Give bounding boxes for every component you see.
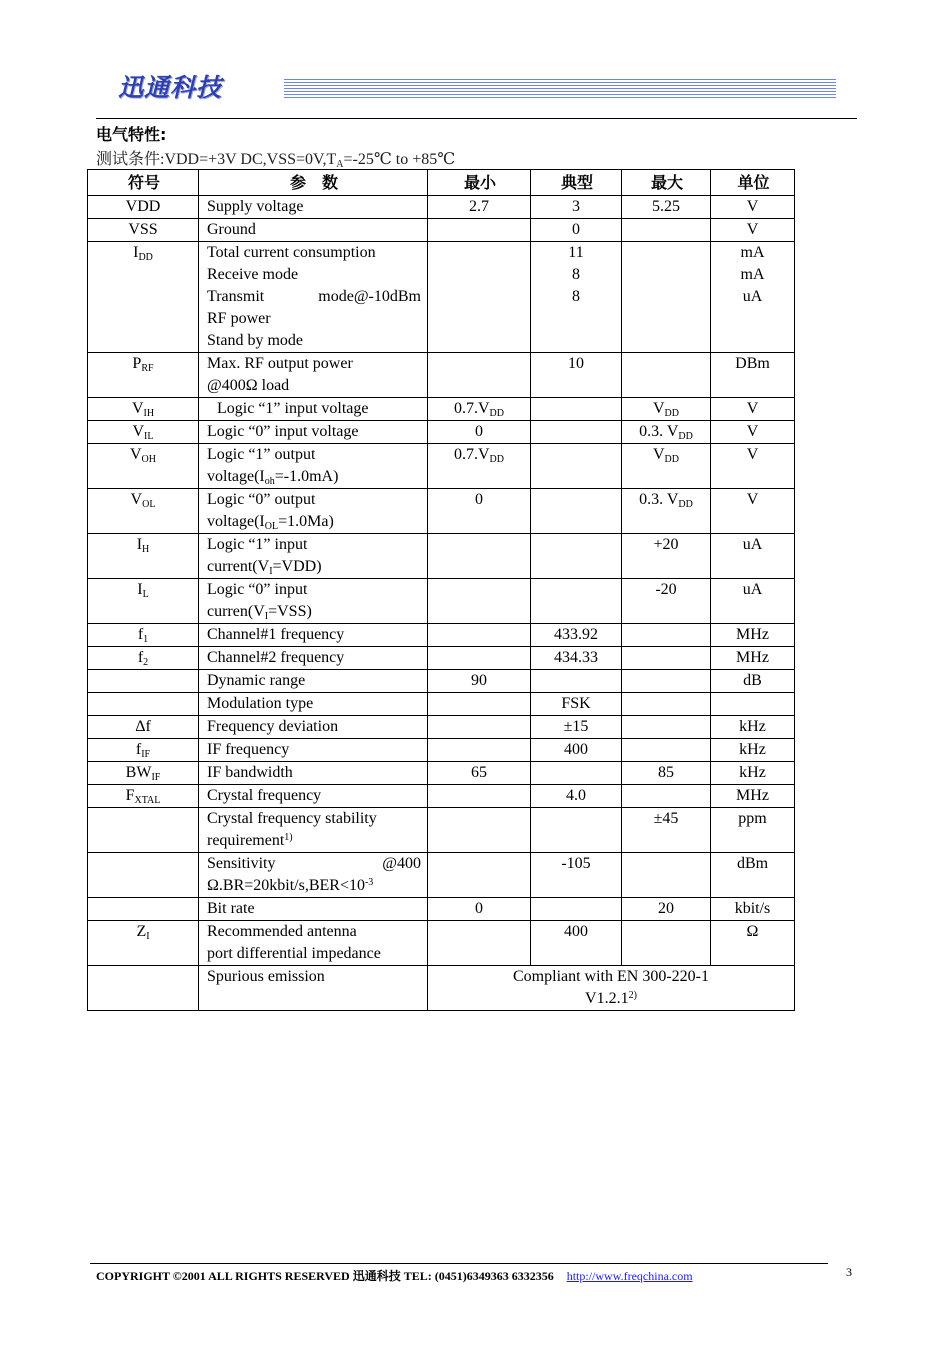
unit-cell: uA: [711, 579, 795, 624]
unit-cell: kHz: [711, 739, 795, 762]
typ-cell: 0: [531, 219, 622, 242]
max-cell: 0.3. $V_{DD}$: [622, 489, 711, 534]
symbol-cell: $f_2$: [88, 647, 199, 670]
param-cell: Modulation type: [199, 693, 428, 716]
table-row: [88, 398, 795, 421]
unit-cell: uA: [711, 534, 795, 579]
max-cell: 85: [622, 762, 711, 785]
typ-cell: 400: [531, 739, 622, 762]
symbol-cell: $I_H$: [88, 534, 199, 579]
min-cell: [428, 921, 531, 966]
max-cell: 20: [622, 898, 711, 921]
table-row: [88, 670, 795, 693]
page-header: [118, 66, 838, 106]
table-row: [88, 353, 795, 398]
param-cell: Channel#1 frequency: [199, 624, 428, 647]
max-cell: [622, 647, 711, 670]
unit-cell: V: [711, 421, 795, 444]
param-cell: Logic “0” input voltage: [199, 421, 428, 444]
symbol-cell: $F_{XTAL}$: [88, 785, 199, 808]
min-cell: [428, 534, 531, 579]
typ-cell: [531, 534, 622, 579]
unit-cell: Ω: [711, 921, 795, 966]
max-cell: [622, 219, 711, 242]
max-cell: 0.3. $V_{DD}$: [622, 421, 711, 444]
symbol-cell: $P_{RF}$: [88, 353, 199, 398]
electrical-characteristics-table: [87, 169, 795, 1011]
page-number: 3: [846, 1265, 852, 1279]
max-cell: [622, 693, 711, 716]
table-row: [88, 579, 795, 624]
table-row: [88, 808, 795, 853]
symbol-cell: $f_{IF}$: [88, 739, 199, 762]
param-cell: Dynamic range: [199, 670, 428, 693]
header-stripes: [284, 79, 836, 99]
header-symbol: 符号: [88, 170, 199, 196]
typ-cell: 11 8 8: [531, 242, 622, 353]
table-row: [88, 647, 795, 670]
param-cell: Spurious emission: [199, 966, 428, 1011]
symbol-cell: $f_1$: [88, 624, 199, 647]
unit-cell: ppm: [711, 808, 795, 853]
table-row: [88, 219, 795, 242]
footer-copyright: COPYRIGHT ©2001 ALL RIGHTS RESERVED 迅通科技 TEL: (0451)6349363 6332356: [96, 1269, 554, 1283]
param-cell: Sensitivity @400 $\Omega.BR=20kbit/s,BER<10^{-3}$: [199, 853, 428, 898]
unit-cell: V: [711, 196, 795, 219]
unit-cell: DBm: [711, 353, 795, 398]
min-cell: [428, 739, 531, 762]
unit-cell: MHz: [711, 624, 795, 647]
max-cell: [622, 739, 711, 762]
footer: [96, 1267, 693, 1284]
param-cell: Supply voltage: [199, 196, 428, 219]
symbol-cell: $V_{IH}$: [88, 398, 199, 421]
min-cell: [428, 219, 531, 242]
table-row: [88, 716, 795, 739]
table-row: [88, 921, 795, 966]
param-cell: Logic “1” input voltage: [199, 398, 428, 421]
typ-cell: 3: [531, 196, 622, 219]
unit-cell: kHz: [711, 762, 795, 785]
min-cell: $0.7.V_{DD}$: [428, 398, 531, 421]
min-cell: [428, 693, 531, 716]
footer-website-link[interactable]: http://www.freqchina.com: [566, 1269, 693, 1283]
typ-cell: [531, 670, 622, 693]
typ-cell: -105: [531, 853, 622, 898]
section-title: 电气特性:: [96, 125, 167, 144]
typ-cell: 434.33: [531, 647, 622, 670]
param-cell: Max. RF output power @400Ω load: [199, 353, 428, 398]
symbol-cell: [88, 693, 199, 716]
symbol-cell: VDD: [88, 196, 199, 219]
min-cell: [428, 785, 531, 808]
symbol-cell: [88, 808, 199, 853]
table-row: [88, 421, 795, 444]
max-cell: $V_{DD}$: [622, 398, 711, 421]
header-param: 参 数: [199, 170, 428, 196]
typ-cell: 4.0: [531, 785, 622, 808]
min-cell: 90: [428, 670, 531, 693]
min-cell: [428, 647, 531, 670]
table-row: [88, 853, 795, 898]
max-cell: [622, 624, 711, 647]
max-cell: [622, 353, 711, 398]
max-cell: -20: [622, 579, 711, 624]
symbol-cell: [88, 966, 199, 1011]
table-row: [88, 898, 795, 921]
max-cell: [622, 716, 711, 739]
param-cell: Logic “1” input $current(V_I=VDD)$: [199, 534, 428, 579]
table-row: [88, 966, 795, 1011]
symbol-cell: $I_L$: [88, 579, 199, 624]
footer-divider: [90, 1263, 828, 1264]
header-divider: [96, 118, 857, 119]
param-cell: Logic “1” output $voltage(I_{oh}=-1.0mA)$: [199, 444, 428, 489]
typ-cell: [531, 444, 622, 489]
min-cell: [428, 716, 531, 739]
table-header-row: [88, 170, 795, 196]
symbol-cell: [88, 898, 199, 921]
unit-cell: mA mA uA: [711, 242, 795, 353]
table-row: [88, 534, 795, 579]
param-cell: IF bandwidth: [199, 762, 428, 785]
header-min: 最小: [428, 170, 531, 196]
symbol-cell: $V_{OL}$: [88, 489, 199, 534]
compliance-cell: Compliant with EN 300-220-1 V1.2.1$^{2)}$: [428, 966, 795, 1011]
table-row: [88, 196, 795, 219]
max-cell: $V_{DD}$: [622, 444, 711, 489]
min-cell: 0: [428, 489, 531, 534]
param-cell: Total current consumption Receive mode Transmit mode@-10dBm RF power Stand by mode: [199, 242, 428, 353]
max-cell: [622, 670, 711, 693]
typ-cell: 400: [531, 921, 622, 966]
max-cell: ±45: [622, 808, 711, 853]
min-cell: 65: [428, 762, 531, 785]
unit-cell: dB: [711, 670, 795, 693]
symbol-cell: Δf: [88, 716, 199, 739]
unit-cell: MHz: [711, 647, 795, 670]
typ-cell: 10: [531, 353, 622, 398]
typ-cell: [531, 421, 622, 444]
param-cell: Logic “0” output $voltage(I_{OL}=1.0Ma)$: [199, 489, 428, 534]
max-cell: 5.25: [622, 196, 711, 219]
typ-cell: [531, 398, 622, 421]
param-cell: Ground: [199, 219, 428, 242]
min-cell: [428, 624, 531, 647]
symbol-cell: [88, 853, 199, 898]
unit-cell: V: [711, 398, 795, 421]
unit-cell: [711, 693, 795, 716]
min-cell: 0: [428, 421, 531, 444]
param-cell: Crystal frequency stability requirement$^{1)}$: [199, 808, 428, 853]
symbol-cell: $BW_{IF}$: [88, 762, 199, 785]
header-unit: 单位: [711, 170, 795, 196]
symbol-cell: [88, 670, 199, 693]
symbol-cell: $I_{DD}$: [88, 242, 199, 353]
max-cell: [622, 242, 711, 353]
unit-cell: V: [711, 444, 795, 489]
min-cell: [428, 579, 531, 624]
table-row: [88, 444, 795, 489]
typ-cell: [531, 898, 622, 921]
unit-cell: V: [711, 219, 795, 242]
min-cell: 2.7: [428, 196, 531, 219]
max-cell: +20: [622, 534, 711, 579]
symbol-cell: VSS: [88, 219, 199, 242]
table-row: [88, 242, 795, 353]
min-cell: $0.7.V_{DD}$: [428, 444, 531, 489]
typ-cell: ±15: [531, 716, 622, 739]
symbol-cell: $V_{OH}$: [88, 444, 199, 489]
param-cell: IF frequency: [199, 739, 428, 762]
header-typ: 典型: [531, 170, 622, 196]
min-cell: [428, 242, 531, 353]
param-cell: Crystal frequency: [199, 785, 428, 808]
table-row: [88, 693, 795, 716]
typ-cell: [531, 762, 622, 785]
typ-cell: [531, 489, 622, 534]
unit-cell: MHz: [711, 785, 795, 808]
typ-cell: [531, 808, 622, 853]
min-cell: 0: [428, 898, 531, 921]
param-cell: Recommended antenna port differential impedance: [199, 921, 428, 966]
typ-cell: 433.92: [531, 624, 622, 647]
typ-cell: [531, 579, 622, 624]
min-cell: [428, 853, 531, 898]
max-cell: [622, 785, 711, 808]
company-logo: 迅通科技: [118, 73, 223, 102]
test-condition: 测试条件:VDD=+3V $DC,VSS=0V,T_A=-25℃$ to +85℃: [96, 151, 456, 170]
symbol-cell: $V_{IL}$: [88, 421, 199, 444]
unit-cell: kbit/s: [711, 898, 795, 921]
param-cell: Channel#2 frequency: [199, 647, 428, 670]
header-max: 最大: [622, 170, 711, 196]
table-row: [88, 739, 795, 762]
table-row: [88, 762, 795, 785]
unit-cell: kHz: [711, 716, 795, 739]
param-cell: Bit rate: [199, 898, 428, 921]
min-cell: [428, 353, 531, 398]
typ-cell: FSK: [531, 693, 622, 716]
symbol-cell: $Z_I$: [88, 921, 199, 966]
param-cell: Logic “0” input $curren(V_I=VSS)$: [199, 579, 428, 624]
table-row: [88, 489, 795, 534]
unit-cell: V: [711, 489, 795, 534]
max-cell: [622, 921, 711, 966]
unit-cell: dBm: [711, 853, 795, 898]
min-cell: [428, 808, 531, 853]
table-row: [88, 624, 795, 647]
max-cell: [622, 853, 711, 898]
table-row: [88, 785, 795, 808]
param-cell: Frequency deviation: [199, 716, 428, 739]
